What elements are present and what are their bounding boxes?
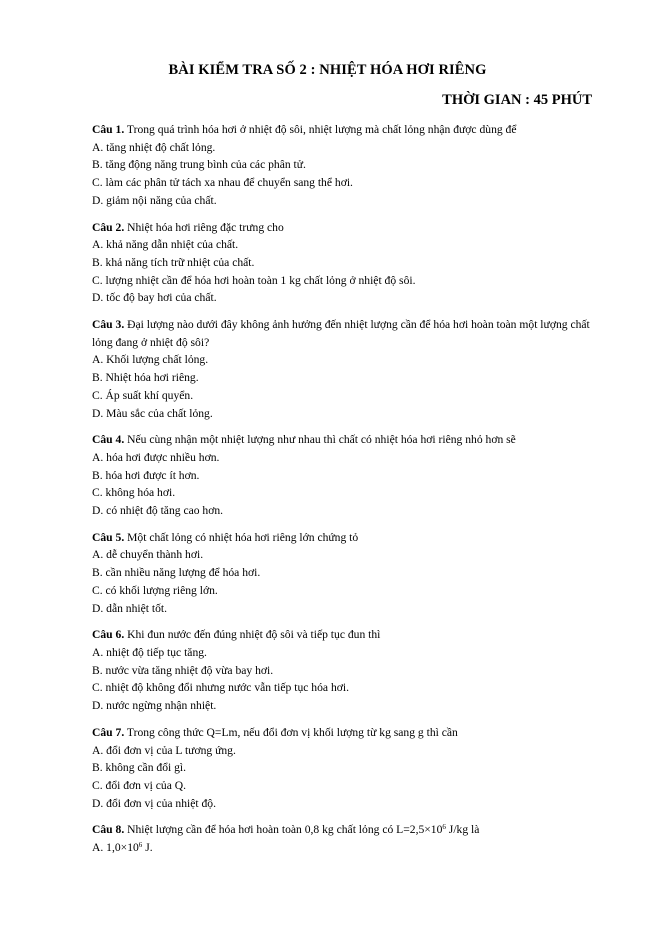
- question-2: [92, 219, 592, 308]
- question-3-option-b: B. Nhiệt hóa hơi riêng.: [92, 371, 199, 385]
- question-7-option-a: A. đổi đơn vị của L tương ứng.: [92, 743, 236, 757]
- question-2-option-b: B. khả năng tích trữ nhiệt của chất.: [92, 255, 255, 269]
- question-1-option-c: C. làm các phân tử tách xa nhau để chuyển sang thể hơi.: [92, 176, 353, 190]
- question-4-option-b: B. hóa hơi được ít hơn.: [92, 468, 200, 482]
- question-5: [92, 529, 592, 618]
- question-7-option-c: C. đổi đơn vị của Q.: [92, 778, 187, 792]
- question-5-label: Câu 5.: [92, 530, 125, 544]
- question-4-option-c: C. không hóa hơi.: [92, 486, 176, 500]
- question-4-stem: [92, 431, 592, 449]
- question-6-option-c: C. nhiệt độ không đổi nhưng nước vẫn tiếp tục hóa hơi.: [92, 681, 349, 695]
- question-2-option-c: C. lượng nhiệt cần để hóa hơi hoàn toàn 1 kg chất lỏng ở nhiệt độ sôi.: [92, 273, 416, 287]
- question-4-option-d: D. có nhiệt độ tăng cao hơn.: [92, 504, 224, 518]
- question-7-option-b: B. không cần đổi gì.: [92, 761, 187, 775]
- question-5-stem: [92, 529, 592, 547]
- question-7: [92, 724, 592, 813]
- question-6-option-d: D. nước ngừng nhận nhiệt.: [92, 699, 217, 713]
- question-6-option-a: A. nhiệt độ tiếp tục tăng.: [92, 645, 207, 659]
- question-4-text: Nếu cùng nhận một nhiệt lượng như nhau thì chất có nhiệt hóa hơi riêng nhỏ hơn sẽ: [127, 433, 516, 447]
- question-1-label: Câu 1.: [92, 123, 125, 136]
- question-3-option-a: A. Khối lượng chất lỏng.: [92, 353, 209, 367]
- question-1-option-a: A. tăng nhiệt độ chất lỏng.: [92, 140, 216, 154]
- question-8-text-part-1: Nhiệt lượng cần để hóa hơi hoàn toàn 0,8 kg chất lỏng có L=2,5×10: [127, 823, 443, 837]
- question-7-option-d: D. đổi đơn vị của nhiệt độ.: [92, 796, 216, 810]
- question-4-option-a: A. hóa hơi được nhiều hơn.: [92, 450, 220, 464]
- question-3-label: Câu 3.: [92, 318, 125, 332]
- question-2-stem: [92, 219, 592, 237]
- question-1: [92, 121, 592, 210]
- question-3-option-c: C. Áp suất khí quyển.: [92, 388, 194, 402]
- question-8-text-part-2: J/kg là: [445, 823, 480, 837]
- question-6-text: Khi đun nước đến đúng nhiệt độ sôi và tiếp tục đun thì: [127, 628, 381, 642]
- question-2-text: Nhiệt hóa hơi riêng đặc trưng cho: [127, 220, 284, 234]
- question-3-text: Đại lượng nào dưới đây không ảnh hưởng đến nhiệt lượng cần để hóa hơi hoàn toàn một lượng chất lỏng đang ở nhiệt độ sôi?: [92, 318, 590, 349]
- question-5-option-b: B. cần nhiều năng lượng để hóa hơi.: [92, 566, 261, 580]
- question-6-stem: [92, 626, 592, 644]
- question-list: [92, 121, 592, 866]
- question-6-label: Câu 6.: [92, 628, 125, 642]
- question-5-option-a: A. dễ chuyển thành hơi.: [92, 548, 204, 562]
- question-3-stem: [92, 316, 592, 351]
- question-5-option-c: C. có khối lượng riêng lớn.: [92, 583, 218, 597]
- question-4: [92, 431, 592, 520]
- question-5-text: Một chất lỏng có nhiệt hóa hơi riêng lớn chứng tỏ: [127, 530, 359, 544]
- question-8-option-a-part-2: J.: [142, 841, 153, 855]
- question-8-stem: [92, 821, 592, 839]
- question-4-label: Câu 4.: [92, 433, 125, 447]
- question-8-option-a: [92, 839, 592, 857]
- question-7-stem: [92, 724, 592, 742]
- question-8-exponent: 6: [442, 823, 446, 832]
- question-8-label: Câu 8.: [92, 823, 125, 837]
- question-8-option-a-part-1: A. 1,0×10: [92, 841, 139, 855]
- question-1-option-d: D. giảm nội năng của chất.: [92, 193, 217, 207]
- question-6-option-b: B. nước vừa tăng nhiệt độ vừa bay hơi.: [92, 663, 274, 677]
- question-2-option-a: A. khả năng dẫn nhiệt của chất.: [92, 238, 239, 252]
- exam-time-limit: THỜI GIAN : 45 PHÚT: [442, 92, 592, 108]
- question-5-option-d: D. dẫn nhiệt tốt.: [92, 601, 168, 615]
- question-8-option-a-exponent: 6: [138, 841, 143, 850]
- exam-title: BÀI KIỂM TRA SỐ 2 : NHIỆT HÓA HƠI RIÊNG: [168, 62, 487, 78]
- question-2-label: Câu 2.: [92, 220, 125, 234]
- question-7-text: Trong công thức Q=Lm, nếu đổi đơn vị khối lượng từ kg sang g thì cần: [126, 725, 458, 739]
- question-1-text: Trong quá trình hóa hơi ở nhiệt độ sôi, nhiệt lượng mà chất lỏng nhận được dùng để: [126, 123, 517, 136]
- question-3-option-d: D. Màu sắc của chất lỏng.: [92, 406, 213, 420]
- question-6: [92, 626, 592, 715]
- question-1-option-b: B. tăng động năng trung bình của các phân tử.: [92, 158, 306, 172]
- question-3: [92, 316, 592, 422]
- question-7-label: Câu 7.: [92, 725, 125, 739]
- question-1-stem: [92, 121, 592, 139]
- question-2-option-d: D. tốc độ bay hơi của chất.: [92, 291, 217, 305]
- question-8: [92, 821, 592, 856]
